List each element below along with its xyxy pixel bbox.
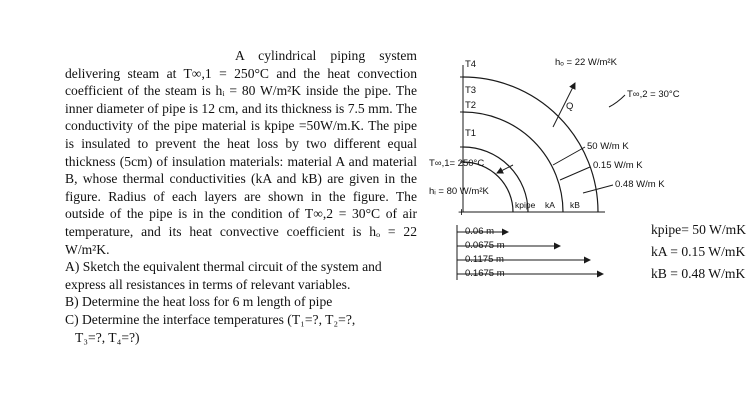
label-kb-value: 0.48 W/m K: [615, 179, 665, 190]
sentence-radii: Radius of each layers are shown in the figure.: [108, 188, 389, 204]
tinf2-pointer: [609, 95, 625, 107]
property-ka: kA = 0.15 W/mK: [651, 244, 746, 259]
label-r4: 0.1675 m: [465, 268, 505, 279]
label-t1: T1: [465, 128, 477, 139]
ka-pointer: [560, 167, 590, 180]
question-a: A) Sketch the equivalent thermal circuit of the system and express all resistances in terms of relevant variables.: [65, 259, 382, 292]
property-kb: kB = 0.48 W/mK: [651, 266, 746, 281]
sentence-given-steam: A cylindrical piping system delivering steam at T∞,1 = 250°C and the heat convection coefficient of the steam is hᵢ = 80 W/m²K inside the pipe.: [65, 48, 417, 99]
label-t3: T3: [465, 85, 477, 96]
origin-plus: +: [458, 205, 466, 219]
label-layer-kpipe: kpipe: [515, 200, 536, 210]
question-c: C) Determine the interface temperatures (T₁=?, T₂=?,: [65, 311, 356, 327]
label-q: Q: [566, 101, 574, 112]
label-ka-value: 0.15 W/m K: [593, 160, 643, 171]
label-tinf2: T∞,2 = 30°C: [627, 89, 680, 100]
kb-pointer: [583, 185, 613, 193]
label-r2: 0.0675 m: [465, 240, 505, 251]
label-hi: hᵢ = 80 W/m²K: [429, 186, 489, 197]
property-kpipe: kpipe= 50 W/mK: [651, 222, 747, 237]
sentence-pipe-geometry: The inner diameter of pipe is 12 cm, and its thickness is 7.5 mm. The conductivity of the pipe material is kpipe =50W/m.K.: [65, 83, 418, 134]
problem-paragraph: [65, 47, 417, 258]
kpipe-pointer: [553, 147, 585, 165]
label-t2: T2: [465, 100, 477, 111]
property-list: [651, 219, 746, 285]
label-layer-kb: kB: [570, 200, 580, 210]
question-c-continued: T₃=?, T₄=?): [75, 329, 140, 345]
label-layer-ka: kA: [545, 200, 555, 210]
label-r1: 0.06 m: [465, 226, 495, 237]
label-r3: 0.1175 m: [465, 254, 504, 265]
sentence-insulation: The pipe is insulated to prevent the heat loss by two different equal thickness (5cm) of insulation materials: material A and material B, whose thermal conductivities (kA and kB) are given in the figure.: [65, 118, 418, 204]
label-ho: hₒ = 22 W/m²K: [555, 57, 617, 68]
question-b: B) Determine the heat loss for 6 m length of pipe: [65, 294, 333, 310]
label-kpipe-value: 50 W/m K: [587, 141, 629, 152]
label-tinf1: T∞,1= 250°C: [429, 158, 485, 169]
problem-text: [65, 47, 417, 346]
sentence-outside-air: The outside of the pipe is in the condition of T∞,2 = 30°C of air temperature, and its heat convective coefficient is hₒ = 22 W/m²K.: [65, 188, 417, 257]
label-t4: T4: [465, 59, 477, 70]
tinf1-pointer: [497, 165, 513, 173]
